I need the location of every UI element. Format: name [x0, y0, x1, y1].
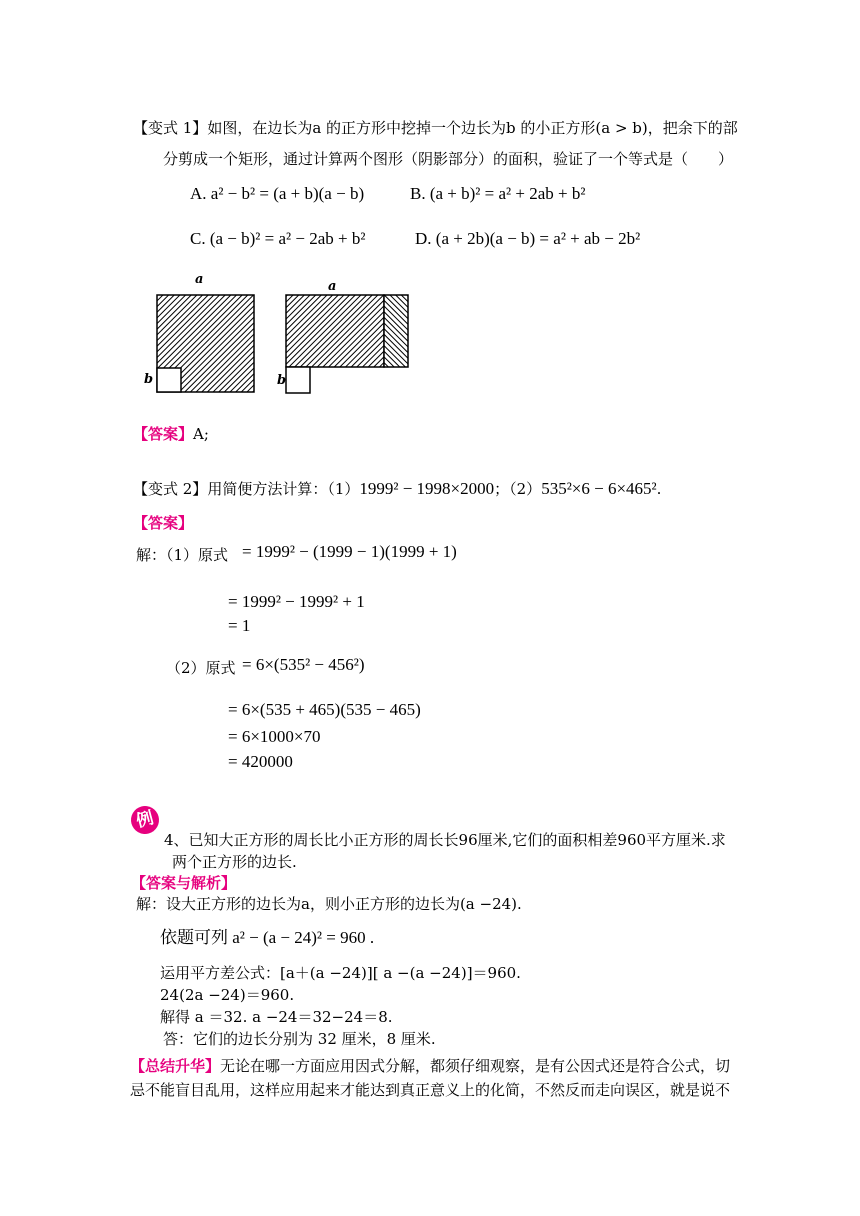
- solution2-line1: = 6×(535² − 456²): [242, 655, 365, 674]
- summary-text1: 无论在哪一方面应用因式分解，都须仔细观察，是有公因式还是符合公式，切: [220, 1057, 731, 1075]
- question-sep: ；（2）: [494, 480, 542, 498]
- solution1-line3: = 1: [228, 616, 251, 635]
- solution1-line1: = 1999² − (1999 − 1)(1999 + 1): [242, 542, 457, 561]
- solution2-line3: = 6×1000×70: [228, 727, 321, 746]
- small-square-2-shape: [286, 367, 310, 393]
- example4-line1: 4、已知大正方形的周长比小正方形的周长长96厘米,它们的面积相差960平方厘米.求: [164, 831, 726, 849]
- solution1-line2: = 1999² − 1999² + 1: [228, 592, 365, 611]
- summary-line2: 忌不能盲目乱用，这样应用起来才能达到真正意义上的化简，不然反而走向误区，就是说不: [130, 1081, 731, 1099]
- question-1: 1999² − 1998×2000: [359, 479, 495, 498]
- example4-step2: 依题可列 a² − (a − 24)² = 960 .: [160, 928, 375, 947]
- solution1-label: 解：（1）原式: [136, 546, 229, 564]
- rect-main-shape: [286, 295, 384, 367]
- variant2-answer-tag: 【答案】: [133, 514, 194, 532]
- fig-label-b1: b: [144, 372, 154, 387]
- example4-step4: 24(2a −24)＝960.: [160, 986, 295, 1004]
- solution2-line4: = 420000: [228, 752, 293, 771]
- example4-line2: 两个正方形的边长.: [172, 853, 297, 871]
- summary-line1: [130, 1056, 730, 1076]
- option-b: B. (a + b)² = a² + 2ab + b²: [410, 184, 586, 203]
- question-end: .: [656, 480, 662, 498]
- rect-strip-shape: [384, 295, 408, 367]
- variant2-tag: 【变式 2】: [133, 480, 208, 498]
- solution2-line2: = 6×(535 + 465)(535 − 465): [228, 700, 421, 719]
- example4-answer-tag: 【答案与解析】: [131, 874, 237, 892]
- question-2: 535²×6 − 6×465²: [541, 479, 657, 498]
- fig-label-a2: a: [328, 279, 337, 294]
- variant1-text1: 如图，在边长为a 的正方形中挖掉一个边长为b 的小正方形(a > b)，把余下的部: [207, 119, 738, 137]
- option-a: A. a² − b² = (a + b)(a − b): [190, 184, 365, 203]
- answer-tag: 【答案】: [133, 425, 194, 443]
- variant1-tag: 【变式 1】: [133, 119, 208, 137]
- option-c: C. (a − b)² = a² − 2ab + b²: [190, 229, 366, 248]
- variant1-answer: [133, 424, 209, 444]
- example4-step5: 解得 a ＝32. a −24＝32−24＝8.: [160, 1008, 393, 1026]
- fig-label-a1: a: [195, 272, 204, 287]
- small-square-shape: [157, 368, 181, 392]
- solution2-label: （2）原式: [166, 659, 236, 677]
- example-badge-icon: 例: [128, 803, 162, 837]
- example4-step6: 答：它们的边长分别为 32 厘米，8 厘米.: [163, 1030, 436, 1048]
- question-prefix: 用简便方法计算：（1）: [207, 480, 360, 498]
- variant1-line2: 分剪成一个矩形，通过计算两个图形（阴影部分）的面积，验证了一个等式是（ ）: [163, 150, 734, 168]
- example4-step1: 解：设大正方形的边长为a，则小正方形的边长为(a −24).: [136, 895, 522, 913]
- option-d: D. (a + 2b)(a − b) = a² + ab − 2b²: [415, 229, 641, 248]
- answer-text: A;: [193, 425, 209, 443]
- summary-tag: 【总结升华】: [130, 1057, 221, 1075]
- variant1-line1: [133, 118, 738, 138]
- variant2-question: [133, 479, 661, 499]
- fig-label-b2: b: [277, 373, 287, 388]
- example4-step3: 运用平方差公式：[a＋(a −24)][ a −(a −24)]＝960.: [160, 964, 521, 982]
